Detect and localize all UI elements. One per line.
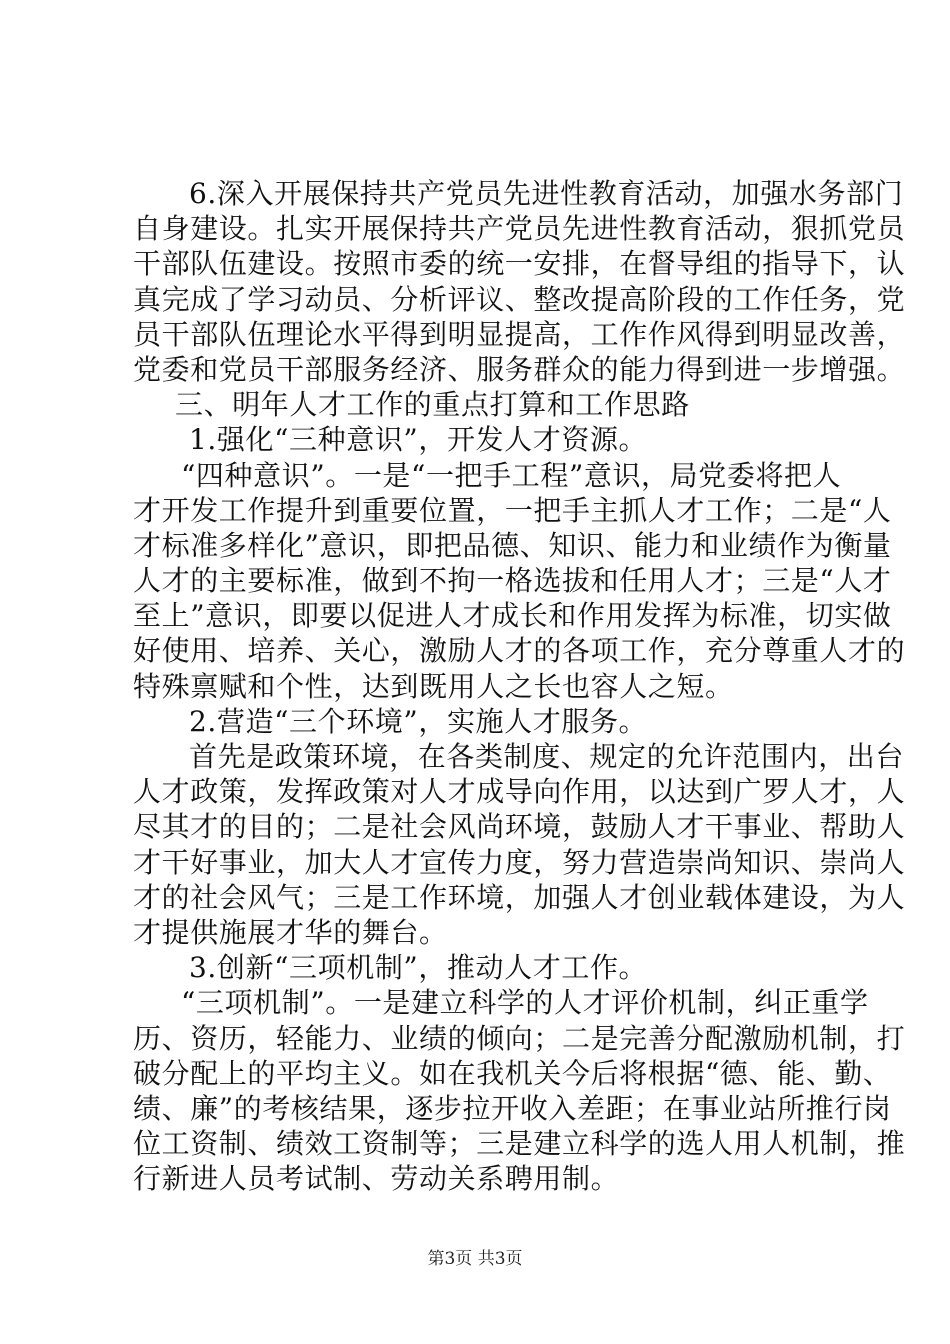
text-line: 特殊禀赋和个性，达到既用人之长也容人之短。 <box>133 669 734 703</box>
text-line: 员干部队伍理论水平得到明显提高，工作作风得到明显改善， <box>133 317 906 351</box>
text-line: 首先是政策环境，在各类制度、规定的允许范围内，出台 <box>189 740 905 773</box>
text-line: 历、资历，轻能力、业绩的倾向；二是完善分配激励机制，打 <box>133 1021 906 1055</box>
text-line: 位工资制、绩效工资制等；三是建立科学的选人用人机制，推 <box>133 1127 906 1161</box>
text-line: 绩、廉”的考核结果，逐步拉开收入差距；在事业站所推行岗 <box>133 1091 892 1125</box>
text-line: 党委和党员干部服务经济、服务群众的能力得到进一步增强。 <box>133 352 906 386</box>
page-footer: 第3页 共3页 <box>427 1249 523 1269</box>
text-line: 才的社会风气；三是工作环境，加强人才创业载体建设，为人 <box>133 880 906 914</box>
text-line: 人才的主要标准，做到不拘一格选拔和任用人才；三是“人才 <box>133 564 892 598</box>
text-line: 才标准多样化”意识，即把品德、知识、能力和业绩作为衡量 <box>133 528 892 562</box>
text-line: 才提供施展才华的舞台。 <box>133 915 448 949</box>
text-line: 才干好事业，加大人才宣传力度，努力营造崇尚知识、崇尚人 <box>133 845 906 879</box>
text-line: 2.营造“三个环境”，实施人才服务。 <box>189 704 648 738</box>
document-body <box>133 176 906 1196</box>
text-line: 好使用、培养、关心，激励人才的各项工作，充分尊重人才的 <box>133 634 906 668</box>
text-line: 至上”意识，即要以促进人才成长和作用发挥为标准，切实做 <box>133 599 892 633</box>
text-line: 1.强化“三种意识”，开发人才资源。 <box>189 423 648 457</box>
text-line: 行新进人员考试制、劳动关系聘用制。 <box>133 1162 620 1196</box>
text-line: 3.创新“三项机制”，推动人才工作。 <box>189 951 648 985</box>
text-line: 才开发工作提升到重要位置，一把手主抓人才工作；二是“人 <box>133 493 892 527</box>
text-line: 干部队伍建设。按照市委的统一安排，在督导组的指导下，认 <box>133 247 906 281</box>
text-line: 三、明年人才工作的重点打算和工作思路 <box>175 388 690 422</box>
text-line: 6.深入开展保持共产党员先进性教育活动，加强水务部门 <box>189 177 904 210</box>
text-line: 尽其才的目的；二是社会风尚环境，鼓励人才干事业、帮助人 <box>133 810 906 844</box>
text-line: 真完成了学习动员、分析评议、整改提高阶段的工作任务，党 <box>133 282 906 316</box>
text-line: 破分配上的平均主义。如在我机关今后将根据“德、能、勤、 <box>133 1056 892 1090</box>
text-line: 人才政策，发挥政策对人才成导向作用，以达到广罗人才，人 <box>133 775 906 809</box>
text-line: “三项机制”。一是建立科学的人才评价机制，纠正重学 <box>181 986 869 1020</box>
text-line: 自身建设。扎实开展保持共产党员先进性教育活动，狠抓党员 <box>133 212 906 246</box>
text-line: “四种意识”。一是“一把手工程”意识，局党委将把人 <box>181 458 842 492</box>
